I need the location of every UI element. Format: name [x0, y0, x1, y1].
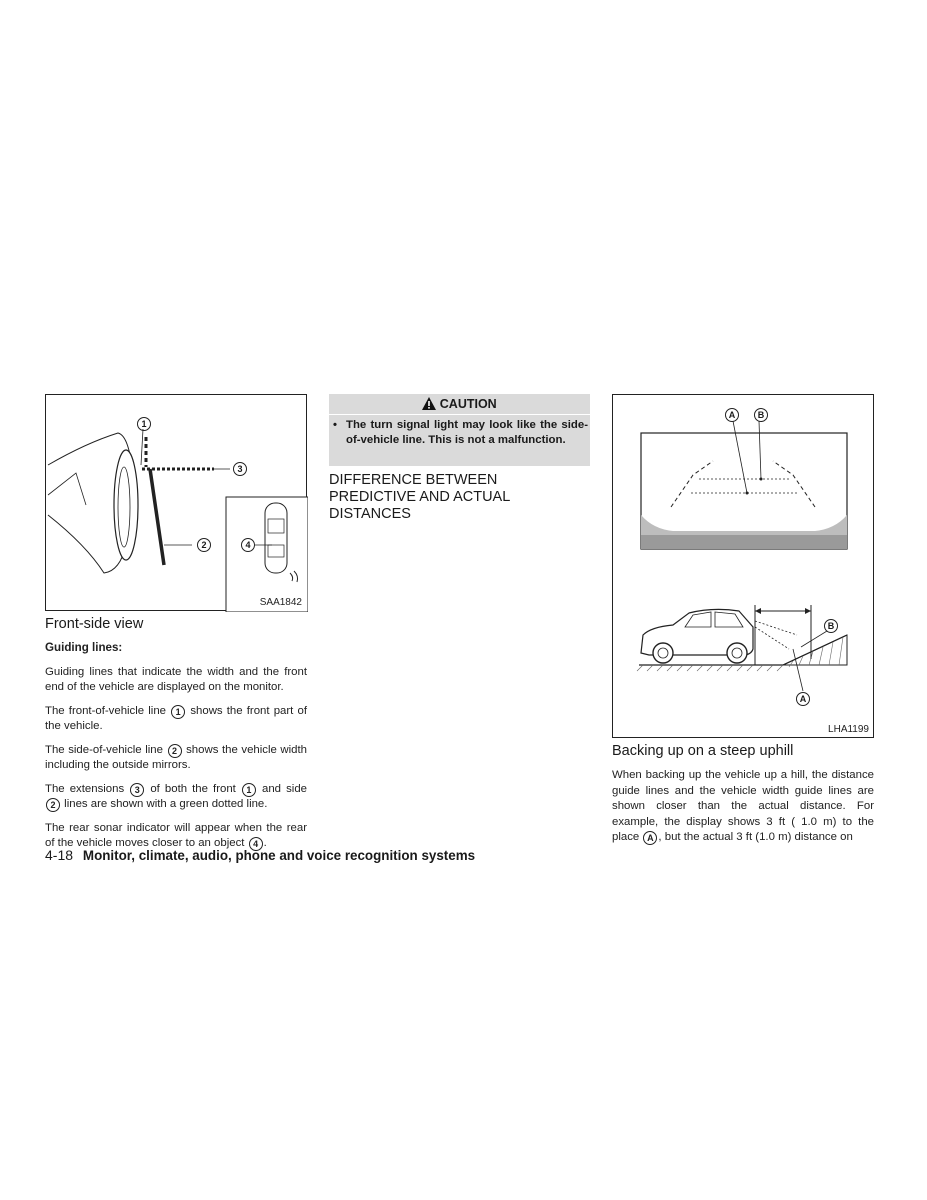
ref-2b: 2: [46, 798, 60, 812]
paragraph-5: The rear sonar indicator will appear when the rear of the vehicle moves closer to an object 4 .: [45, 821, 307, 849]
page-number: 4-18: [45, 847, 74, 863]
paragraph-4: The extensions 3 of both the front 1 and side 2 lines are shown with a green dotted line.: [45, 782, 307, 810]
left-caption: Front-side view: [45, 616, 144, 632]
callout-2: 2: [197, 538, 211, 552]
front-side-view-figure: [45, 394, 307, 611]
caution-title: CAUTION: [329, 394, 590, 415]
figure-code-right: LHA1199: [828, 724, 869, 735]
page-footer: [45, 847, 475, 863]
paragraph-2: The front-of-vehicle line 1 shows the front part of the vehicle.: [45, 704, 307, 732]
paragraph-3: The side-of-vehicle line 2 shows the vehicle width including the outside mirrors.: [45, 743, 307, 771]
ref-3: 3: [130, 783, 144, 797]
ref-a: A: [643, 831, 657, 845]
uphill-illustration: [613, 395, 875, 739]
caution-text: The turn signal light may look like the side-of-vehicle line. This is not a malfunction.: [346, 419, 588, 446]
ref-2: 2: [168, 744, 182, 758]
callout-4: 4: [241, 538, 255, 552]
figure-code-left: SAA1842: [259, 597, 302, 608]
right-paragraph: When backing up the vehicle up a hill, the distance guide lines and the vehicle width guide lines are shown closer than the actual distance. For example, the display shows 3 ft ( 1.0 m) to the place A , but the actual 3 ft (1.0 m) distance on: [612, 769, 874, 843]
ref-4: 4: [249, 837, 263, 851]
callout-3: 3: [233, 462, 247, 476]
right-body: [612, 768, 874, 854]
caution-box: [329, 394, 590, 466]
bullet: •: [333, 419, 337, 431]
section-heading: DIFFERENCE BETWEEN PREDICTIVE AND ACTUAL DISTANCES: [329, 472, 510, 522]
footer-title: Monitor, climate, audio, phone and voice recognition systems: [82, 848, 476, 863]
paragraph-1: Guiding lines that indicate the width and the front end of the vehicle are displayed on the monitor.: [45, 665, 307, 693]
guiding-lines-heading: Guiding lines:: [45, 641, 123, 654]
label-b-bottom: B: [824, 619, 838, 633]
label-a-bottom: A: [796, 692, 810, 706]
warning-triangle-icon: [422, 397, 436, 410]
caution-body: [333, 418, 588, 447]
label-a-top: A: [725, 408, 739, 422]
ref-1: 1: [171, 705, 185, 719]
front-side-view-illustration: [46, 395, 308, 612]
left-body: [45, 640, 307, 860]
uphill-figure: [612, 394, 874, 738]
right-caption: Backing up on a steep uphill: [612, 743, 794, 759]
callout-1: 1: [137, 417, 151, 431]
ref-1b: 1: [242, 783, 256, 797]
label-b-top: B: [754, 408, 768, 422]
